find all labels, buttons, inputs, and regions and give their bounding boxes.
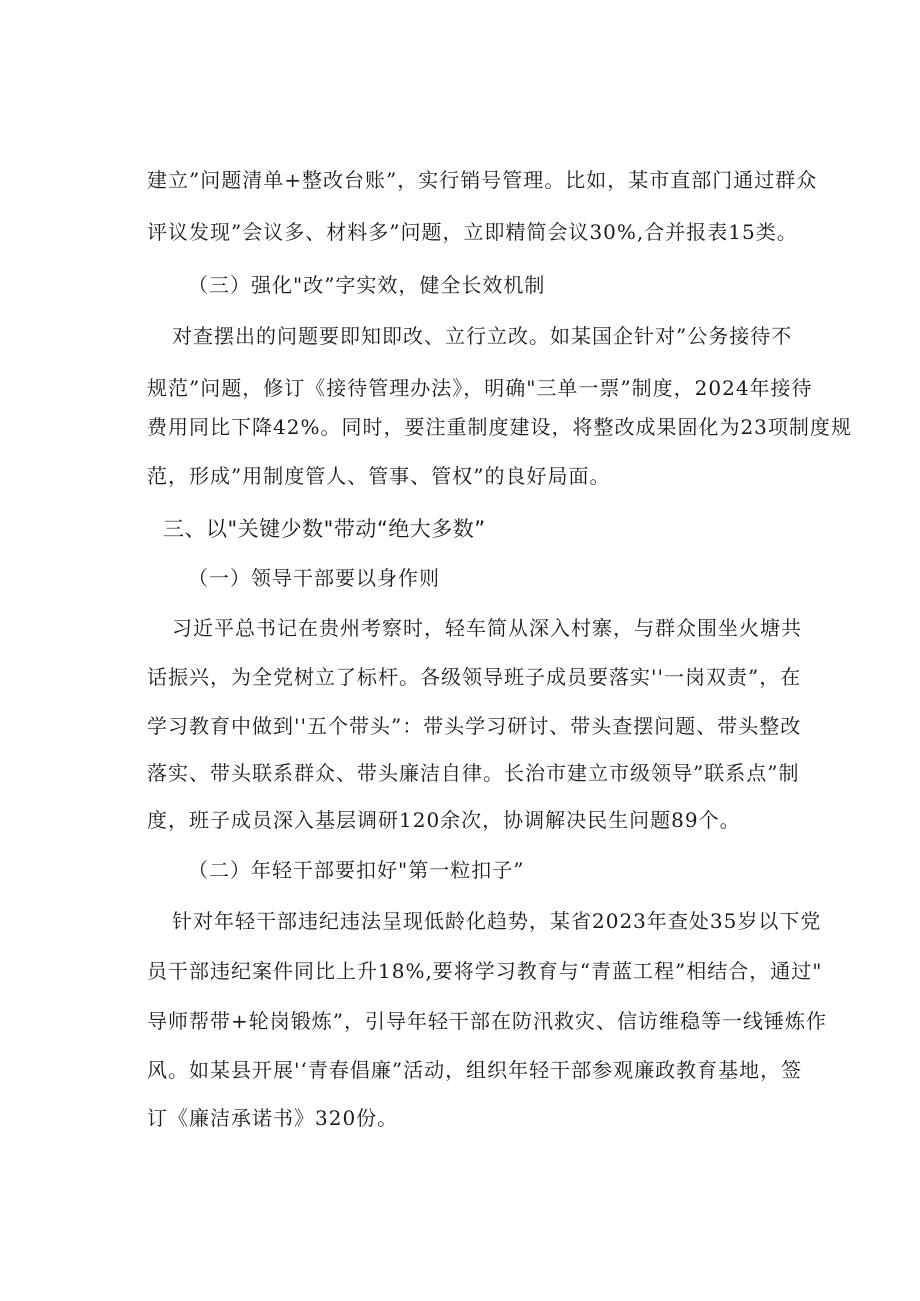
paragraph-line: 落实、带头联系群众、带头廉洁自律。长治市建立市级领导”联系点”制 [147,761,800,785]
paragraph-line: 建立”问题清单+整改台账”，实行销号管理。比如，某市直部门通过群众 [147,168,818,192]
section-subheading: （三）强化"改”字实效，健全长效机制 [188,273,546,297]
paragraph-line: 对查摆出的问题要即知即改、立行立改。如某国企针对”公务接待不 [172,324,793,348]
section-subheading: （二）年轻干部要扣好"第一粒扣子” [188,858,525,882]
paragraph-line: 针对年轻干部违纪违法呈现低龄化趋势，某省2023年查处35岁以下党 [172,909,822,933]
paragraph-line: 习近平总书记在贵州考察时，轻车简从深入村寨，与群众围坐火塘共 [172,616,802,640]
paragraph-line: 费用同比下降42%。同时，要注重制度建设，将整改成果固化为23项制度规 [147,415,852,439]
paragraph-line: 风。如某县开展'‘青春倡廉”活动，组织年轻干部参观廉政教育基地，签 [147,1058,803,1082]
section-subheading: （一）领导干部要以身作则 [188,566,440,590]
paragraph-line: 评议发现”会议多、材料多”问题，立即精简会议30%,合并报表15类。 [147,220,798,244]
paragraph-line: 订《廉洁承诺书》320份。 [147,1106,399,1130]
paragraph-line: 导师帮带+轮岗锻炼”，引导年轻干部在防汛救灾、信访维稳等一线锤炼作 [147,1009,827,1033]
paragraph-line: 规范”问题，修订《接待管理办法》，明确"三单一票”制度，2024年接待 [147,376,813,400]
paragraph-line: 员干部违纪案件同比上升18%,要将学习教育与“青蓝工程”相结合，通过" [147,959,823,983]
paragraph-line: 度，班子成员深入基层调研120余次，协调解决民生问题89个。 [147,808,741,832]
paragraph-line: 话振兴，为全党树立了标杆。各级领导班子成员要落实''一岗双责”，在 [147,665,802,689]
paragraph-line: 学习教育中做到''五个带头”：带头学习研讨、带头查摆问题、带头整改 [147,714,802,738]
section-heading: 三、以"关键少数"带动“绝大多数” [163,517,486,541]
paragraph-line: 范，形成”用制度管人、管事、管权”的良好局面。 [147,464,611,488]
